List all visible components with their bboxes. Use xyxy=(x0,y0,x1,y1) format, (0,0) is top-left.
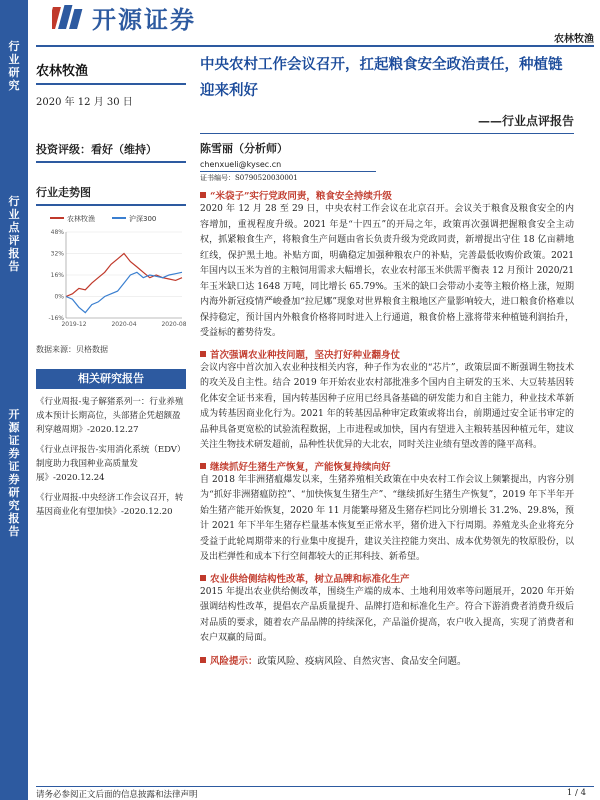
investment-rating: 投资评级：看好（维持） xyxy=(36,143,157,156)
side-label-bottom: 开源证券 证券研究报告 xyxy=(8,408,20,538)
bullet-icon xyxy=(200,351,206,357)
side-label-top: 行业研究 xyxy=(8,40,20,92)
left-column xyxy=(36,52,186,519)
side-label-middle: 行业点评报告 xyxy=(8,195,20,273)
risk-notice xyxy=(200,653,574,667)
logo-mark-icon xyxy=(52,3,86,31)
bullet-icon xyxy=(200,463,206,469)
rating-divider xyxy=(36,161,186,163)
logo-text: 开源证券 xyxy=(92,5,196,34)
bullet-icon xyxy=(200,192,206,198)
side-band xyxy=(0,0,28,800)
y-tick-label: 32% xyxy=(50,250,64,258)
y-tick-label: 16% xyxy=(50,272,64,279)
x-tick-label: 2019-12 xyxy=(61,321,87,328)
sector-name: 农林牧渔 xyxy=(36,64,89,79)
related-report-link[interactable]: 《行业点评报告-实用消化系统（EDV）制度助力我国种业高质量发展》-2020.12.24 xyxy=(36,445,186,483)
related-report-link[interactable]: 《行业周报-鬼子解猪系列一：行业养殖成本预计长期高位，头部猪企凭超额盈利穿越周期》-2020.12.27 xyxy=(36,397,184,435)
cert-divider xyxy=(200,171,376,172)
section-heading-text: 农业供给侧结构性改革，树立品牌和标准化生产 xyxy=(210,573,410,585)
section-heading-text: 继续抓好生猪生产恢复，产能恢复持续向好 xyxy=(210,461,391,473)
related-reports-list xyxy=(36,395,186,519)
footer-disclaimer: 请务必参阅正文后面的信息披露和法律声明 xyxy=(36,790,198,800)
section-paragraph: 2015 年提出农业供给侧改革，围绕生产端的成本、土地利用效率等问题展开，2020 年开始强调结构性改革，提倡农产品质量提升、品牌打造和标准化生产。符合下游消费者消费升级后对品质的要求，随着农产品品牌的持续深化，产品溢价提高，农户收入提高，实现了消费者和农户双赢的局面。 xyxy=(200,586,574,643)
section-heading-text: 首次强调农业种技问题，坚决打好种业翻身仗 xyxy=(210,349,401,361)
y-tick-label: -16% xyxy=(48,315,64,322)
section-heading xyxy=(200,459,574,473)
analyst-cert: 证书编号：S0790520030001 xyxy=(200,174,298,182)
trend-title: 行业走势图 xyxy=(36,186,91,199)
brand-logo xyxy=(52,2,196,32)
report-title: 中央农村工作会议召开，扛起粮食安全政治责任，种植链迎来利好 xyxy=(200,56,563,99)
legend-label: 沪深300 xyxy=(129,215,157,223)
sector-divider xyxy=(36,83,186,85)
x-tick-label: 2020-04 xyxy=(111,321,137,328)
related-report-link[interactable]: 《行业周报-中央经济工作会议召开，转基因商业化有望加快》-2020.12.20 xyxy=(36,493,184,517)
title-divider xyxy=(200,133,574,134)
chart-source: 数据来源：贝格数据 xyxy=(36,345,108,354)
section-heading xyxy=(200,571,574,585)
section-heading xyxy=(200,347,574,361)
header-divider xyxy=(36,45,594,47)
risk-text: 政策风险、疫病风险、自然灾害、食品安全问题。 xyxy=(257,655,467,667)
section-paragraph: 自 2018 年非洲猪瘟爆发以来，生猪养殖相关政策在中央农村工作会议上频繁提出，内容分别为“抓好非洲猪瘟防控”、“加快恢复生猪生产”、“继续抓好生猪生产恢复”，2019 年下半年开始生猪产能开始恢复，2020 年 11 月能繁母猪及生猪存栏同比分别增长 31.2%、29.8%，预计 2021 年下半年生猪存栏量基本恢复至正常水平，猪价进入下行周期。养殖龙头企业将充分受益于此轮周期带来的行业集中度提升，建议关注控能力突出、成本优势领先的牧原股份，以及出栏弹性和成本下行空间都较大的正邦科技、新希望。 xyxy=(200,474,574,562)
page-number: 1 / 4 xyxy=(566,788,586,798)
bullet-icon xyxy=(200,657,206,663)
report-date: 2020 年 12 月 30 日 xyxy=(36,97,133,108)
related-reports-heading: 相关研究报告 xyxy=(36,369,186,389)
y-tick-label: 0% xyxy=(54,293,64,301)
y-tick-label: 48% xyxy=(50,229,64,236)
analyst-email[interactable]: chenxueli@kysec.cn xyxy=(200,160,282,169)
section-paragraph: 会议内容中首次加入农业种技相关内容，种子作为农业的“芯片”，政策层面不断强调生物技术的攻关及自主性。结合 2019 年开始农业农村部批准多个国内自主研发的玉米、大豆转基因转化体安全证书来看，国内转基因种子应用已经具备基础的研发能力和自主能力，种业技术革新成为转基因商业化行为。2021 年的转基因品种审定政策或将出台，前期通过安全证书审定的品种具备更宽松的试验流程数据，上市进程或加快，国内有望进入主粮转基因种植元年，建议关注生物技术研发超前，品种性状优异的大北农，同时关注业绩有望改善的隆平高科。 xyxy=(200,362,574,450)
report-type: ——行业点评报告 xyxy=(477,114,574,128)
header-category: 农林牧渔 xyxy=(554,34,594,45)
main-column xyxy=(200,52,574,667)
section-paragraph: 2020 年 12 月 28 至 29 日，中央农村工作会议在北京召开。会议关于粮食及粮食安全的内容增加，重视程度升级。2021 年是“十四五”的开局之年，政策再次强调把握粮食安全主动权，抓紧粮食生产，将粮食生产问题由省长负责升级为党政同责，新增提出守住 18 亿亩耕地红线，保护黑土地。补贴方面，明确稳定加强种粮农户的补贴，完善最低收购价政策。2021 年国内以玉米为首的主粮饲用需求大幅增长，农业农村部玉米供需平衡表 12 月预计 2020/21 年玉米缺口达 1648 万吨，同比增长 65.79%。玉米的缺口会带动小麦等主粮价格上涨，短期内海外新冠疫情严峻叠加“拉尼娜”现象对世界粮食主粮地区产量影响较大，进口粮食价格难以保持稳定，预计国内外粮食价格将同时进入上行通道，粮食价格上涨将带来种植链利润抬升，受益标的蓄势待发。 xyxy=(200,204,574,338)
legend-label: 农林牧渔 xyxy=(67,215,95,223)
bullet-icon xyxy=(200,575,206,581)
section-heading-text: “米袋子”实行党政同责，粮食安全持续升级 xyxy=(210,191,392,202)
trend-chart xyxy=(36,210,186,342)
section-heading xyxy=(200,188,574,202)
x-tick-label: 2020-08 xyxy=(161,321,186,328)
trend-chart-svg xyxy=(36,210,186,342)
trend-divider xyxy=(36,204,186,206)
footer-divider xyxy=(36,786,594,787)
analyst-name: 陈雪丽（分析师） xyxy=(200,142,288,155)
risk-label: 风险提示： xyxy=(210,655,258,667)
